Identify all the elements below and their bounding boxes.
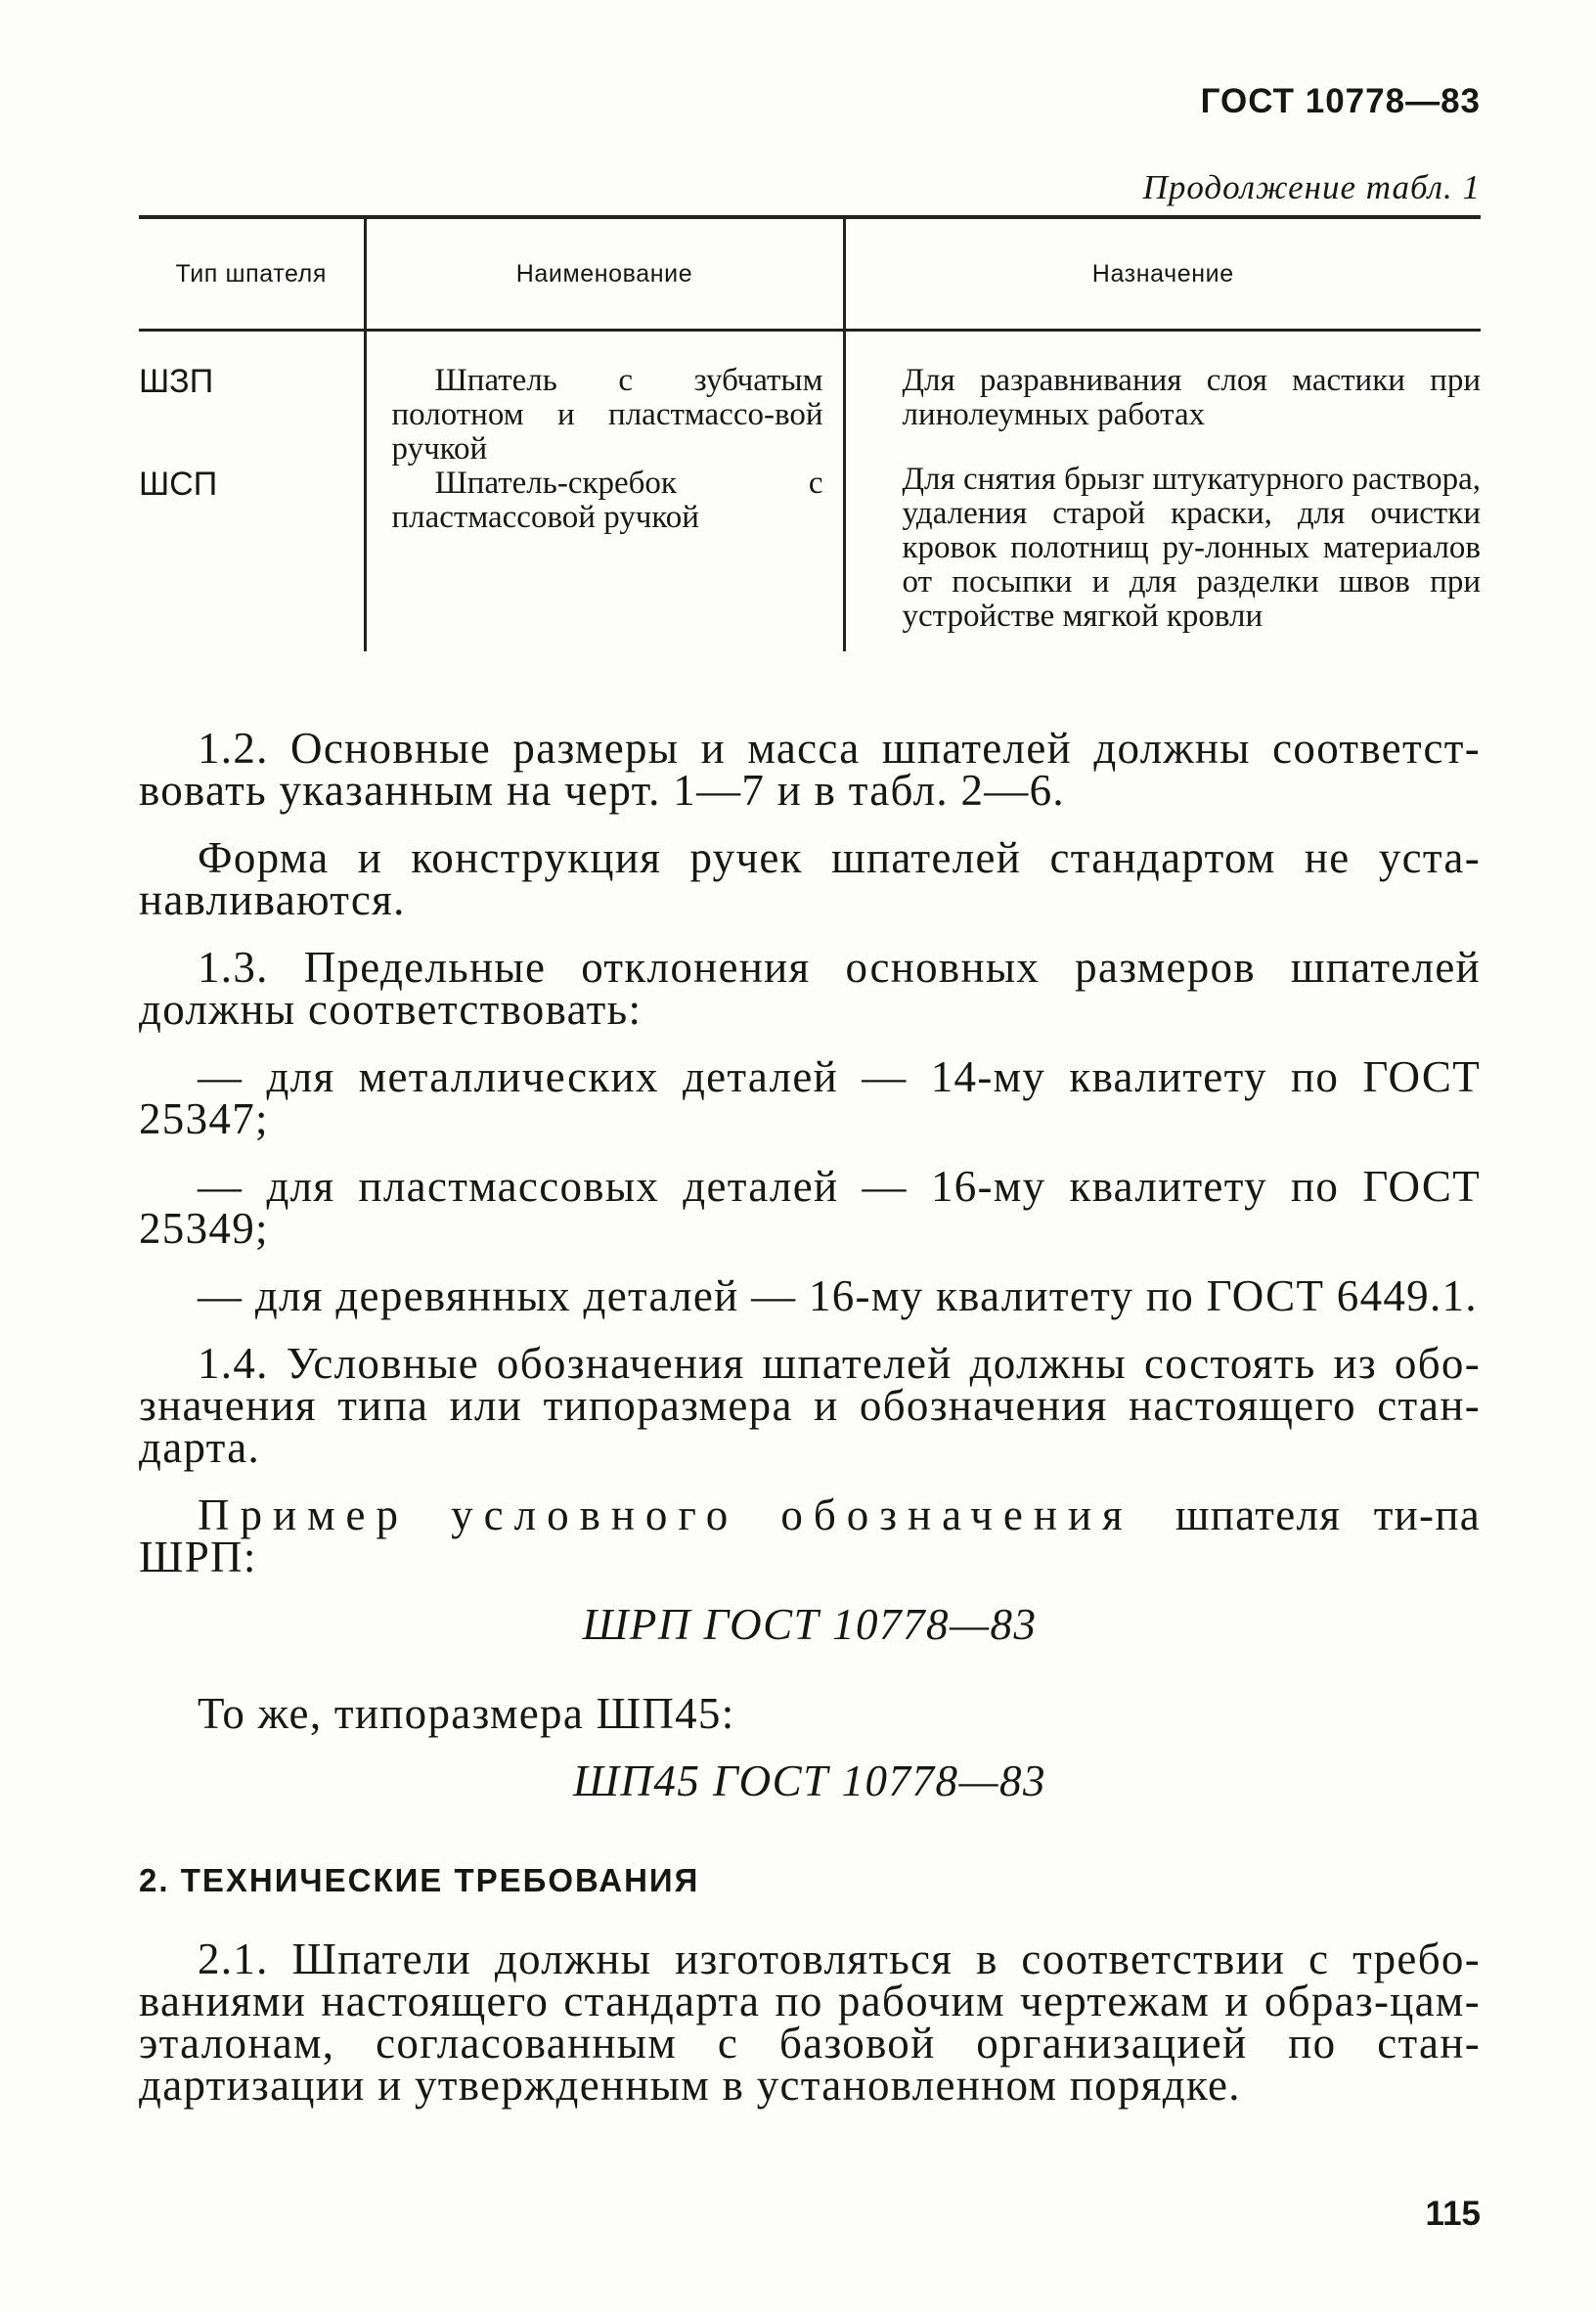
row-2-type: ШСП — [139, 466, 218, 503]
section-heading: 2. ТЕХНИЧЕСКИЕ ТРЕБОВАНИЯ — [139, 1862, 700, 1898]
same-for-size: То же, типоразмера ШП45: — [198, 1689, 735, 1738]
list-item-wood: — для деревянных деталей — 16-му квалитету по ГОСТ 6449.1. — [198, 1271, 1478, 1320]
paragraph-1-4: 1.4. Условные обозначения шпателей должны состоять из обо-значения типа или типоразмера и обозначения настоящего стан-дарта. — [139, 1339, 1481, 1472]
spatula-types-table — [139, 215, 1481, 651]
example-paragraph — [139, 1490, 1481, 1581]
table-continued-label: Продолжение табл. 1 — [1142, 168, 1481, 206]
table-row — [139, 331, 1481, 652]
document-body — [139, 724, 1481, 2132]
list-item-metal: — для металлических деталей — 14-му квалитету по ГОСТ 25347; — [139, 1052, 1481, 1143]
row-1-name: Шпатель с зубчатым полотном и пластмассо-вой ручкой — [391, 363, 823, 467]
row-1-purpose: Для разравнивания слоя мастики при линолеумных работах — [902, 363, 1481, 432]
example-designation-1: ШРП ГОСТ 10778—83 — [582, 1600, 1038, 1649]
name-column — [365, 331, 844, 652]
row-2-purpose: Для снятия брызг штукатурного раствора, удаления старой краски, для очистки кровок полотнищ ру-лонных материалов от посыпки и для разделки швов при устройстве мягкой кровли — [902, 462, 1481, 634]
row-1-type: ШЗП — [139, 363, 214, 400]
paragraph-2-1: 2.1. Шпатели должны изготовляться в соответствии с требо-ваниями настоящего стандарта по рабочим чертежам и образ-цам-эталонам, согласованным с базовой организацией по стан-дартизации и утвержденным в установленном порядке. — [139, 1934, 1481, 2110]
standard-code: ГОСТ 10778—83 — [1200, 82, 1481, 120]
purpose-column — [844, 331, 1481, 652]
paragraph-1-3: 1.3. Предельные отклонения основных размеров шпателей должны соответствовать: — [139, 943, 1481, 1034]
header-name: Наименование — [365, 217, 844, 331]
type-column — [139, 331, 365, 652]
table-header-row — [139, 217, 1481, 331]
example-rest-text: шпателя ти-па ШРП: — [139, 1490, 1481, 1581]
header-purpose: Назначение — [844, 217, 1481, 331]
paragraph-1-2: 1.2. Основные размеры и масса шпателей должны соответст-вовать указанным на черт. 1—7 и в табл. 2—6. — [139, 724, 1481, 815]
list-item-plastic: — для пластмассовых деталей — 16-му квалитету по ГОСТ 25349; — [139, 1162, 1481, 1253]
header-type: Тип шпателя — [139, 217, 365, 331]
row-2-name: Шпатель-скребок с пластмассовой ручкой — [391, 466, 823, 535]
example-spaced-text: Пример условного обозначения — [198, 1490, 1133, 1539]
paragraph-handles: Форма и конструкция ручек шпателей стандартом не уста-навливаются. — [139, 833, 1481, 924]
page-number: 115 — [1425, 2195, 1481, 2233]
example-designation-2: ШП45 ГОСТ 10778—83 — [573, 1756, 1046, 1805]
